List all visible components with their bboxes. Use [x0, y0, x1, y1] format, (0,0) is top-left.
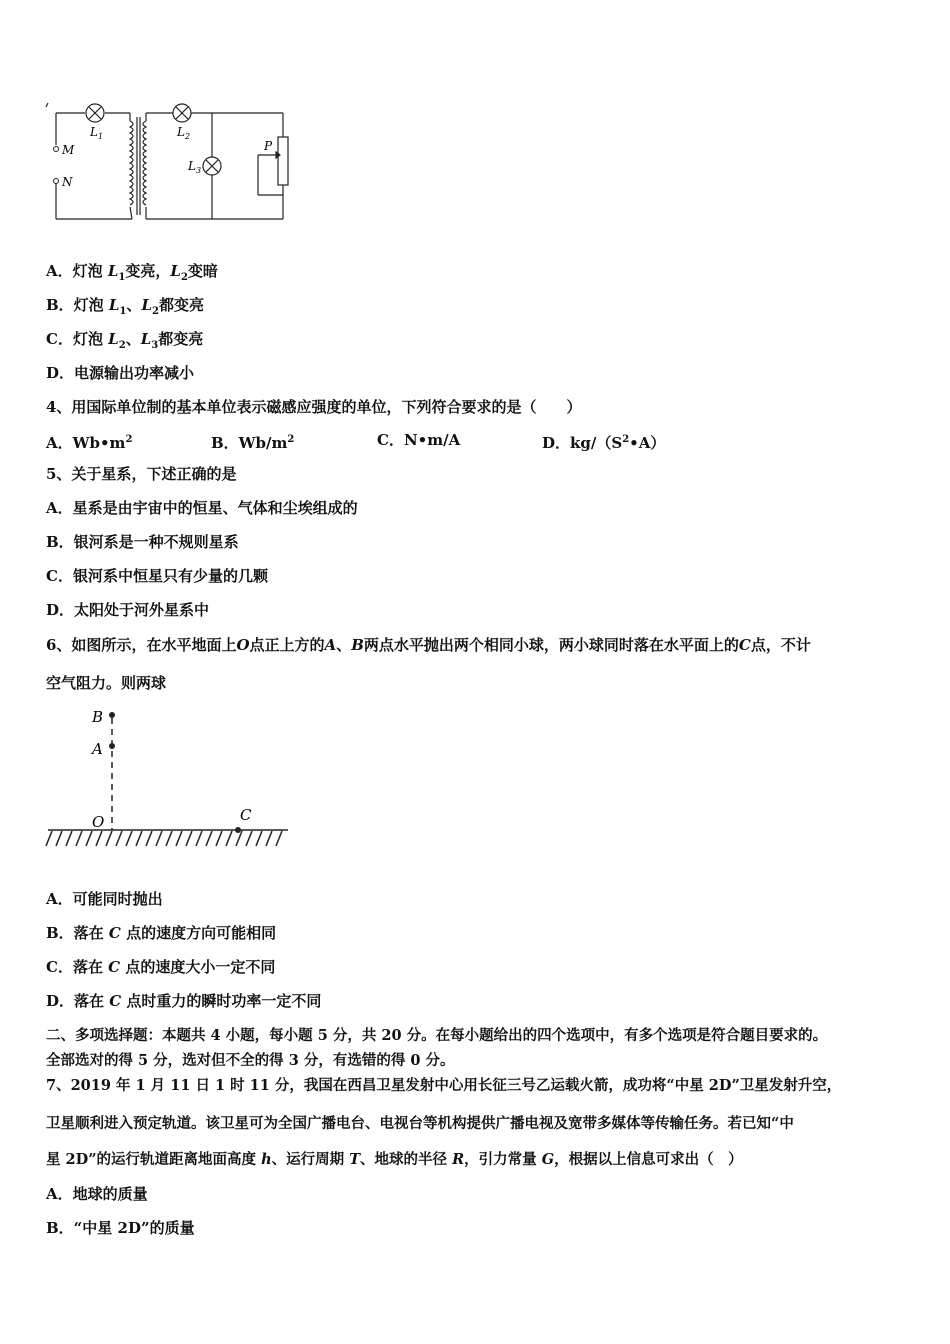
figure-label-B: B — [92, 708, 104, 726]
figure-label-A: A — [92, 740, 103, 758]
label-L1: $L_1$ — [90, 125, 104, 141]
q4-option-a: A．$Wb•m^2$ — [46, 434, 133, 452]
q6-option-c: C．落在 C 点的速度大小一定不同 — [46, 958, 276, 976]
q6-stem-line2: 空气阻力。则两球 — [46, 674, 167, 692]
q4-option-d: D．$kg/(S^2•A)$ — [542, 434, 666, 452]
q4-options — [46, 430, 906, 450]
transformer-circuit-diagram — [40, 95, 300, 230]
q6-option-b: B．落在 C 点的速度方向可能相同 — [46, 924, 277, 942]
q3-option-a: A．灯泡 $L_1$变亮，$L_2$变暗 — [46, 262, 218, 283]
q3-option-d: D．电源输出功率减小 — [46, 364, 195, 382]
label-P: P — [264, 139, 273, 153]
label-L3: $L_3$ — [188, 159, 202, 175]
q5-option-c: C．银河系中恒星只有少量的几颗 — [46, 567, 268, 585]
figure-label-C: C — [240, 806, 252, 824]
point-B — [109, 712, 115, 718]
q7-option-b: B．“中星 2D”的质量 — [46, 1219, 195, 1237]
figure-label-O: O — [92, 813, 105, 831]
q6-stem: 6、如图所示，在水平地面上O点正上方的A、B两点水平抛出两个相同小球，两小球同时落在水平面上的C点，不计 — [46, 636, 811, 654]
label-L2: $L_2$ — [177, 125, 191, 141]
q7-stem-line1: 7、2019 年 1 月 11 日 1 时 11 分，我国在西昌卫星发射中心用长征三号乙运载火箭，成功将“中星 2D”卫星发射升空， — [46, 1077, 842, 1094]
q4-option-c: C．N•m/A — [377, 431, 461, 449]
q4-option-b: B．$Wb/m^2$ — [211, 434, 295, 452]
q4-stem: 4、用国际单位制的基本单位表示磁感应强度的单位，下列符合要求的是（ ） — [46, 398, 582, 416]
q7-option-a: A．地球的质量 — [46, 1185, 148, 1203]
q7-stem-line2: 卫星顺利进入预定轨道。该卫星可为全国广播电台、电视台等机构提供广播电视及宽带多媒体等传输任务。若已知“中 — [46, 1115, 794, 1132]
point-A — [109, 743, 115, 749]
q6-option-a: A．可能同时抛出 — [46, 890, 163, 908]
q3-option-b: B．灯泡 $L_1$、$L_2$都变亮 — [46, 296, 204, 317]
label-M: M — [62, 143, 75, 157]
q3-option-c: C．灯泡 $L_2$、$L_3$都变亮 — [46, 330, 204, 351]
q5-option-d: D．太阳处于河外星系中 — [46, 601, 210, 619]
q7-stem-line3: 星 2D”的运行轨道距离地面高度 h、运行周期 T、地球的半径 R，引力常量 G，根据以上信息可求出（ ） — [46, 1151, 743, 1168]
q5-stem: 5、关于星系，下述正确的是 — [46, 465, 237, 483]
q5-option-a: A．星系是由宇宙中的恒星、气体和尘埃组成的 — [46, 499, 358, 517]
point-C — [235, 827, 241, 833]
section2-heading-line2: 全部选对的得 5 分，选对但不全的得 3 分，有选错的得 0 分。 — [46, 1052, 455, 1069]
q6-option-d: D．落在 C 点时重力的瞬时功率一定不同 — [46, 992, 322, 1010]
section2-heading-line1: 二、多项选择题：本题共 4 小题，每小题 5 分，共 20 分。在每小题给出的四个选项中，有多个选项是符合题目要求的。 — [46, 1027, 828, 1044]
projectile-figure — [40, 700, 300, 860]
label-N: N — [62, 175, 73, 189]
q5-option-b: B．银河系是一种不规则星系 — [46, 533, 239, 551]
